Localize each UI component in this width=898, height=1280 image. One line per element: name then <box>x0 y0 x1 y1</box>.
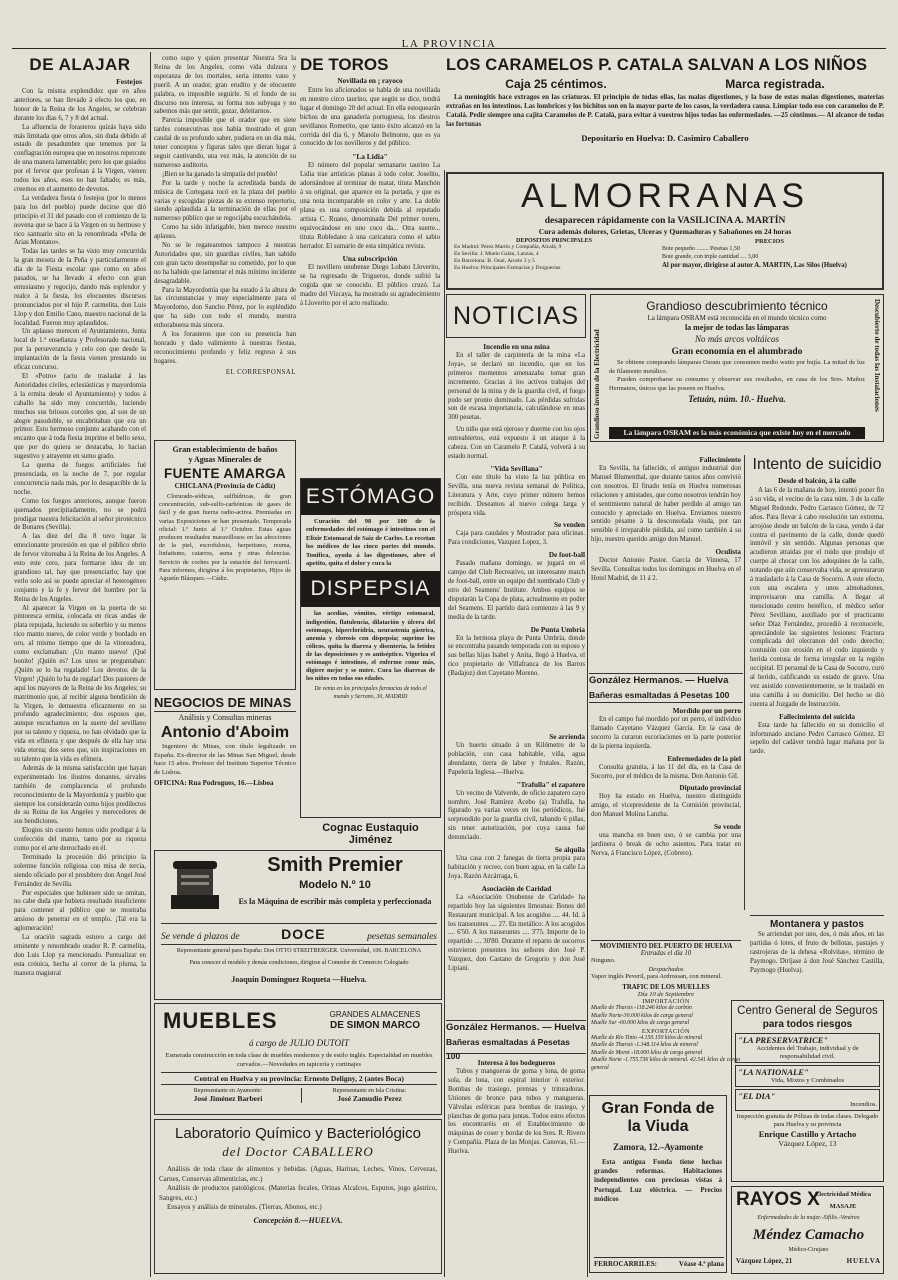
paragraph: La quema de fuegos artificiales fué presenciada, en la noche de 7, por regular concurrencia nada más, por lo desapacible de la noche. <box>14 462 146 496</box>
headline: DE ALAJAR <box>29 55 131 74</box>
ad-body: La meningitis hace extragos en las criaturas. El principio de todas ellas, las malas digestiones, y la base de estas malas digestiones, materias extrañas en los intestinos. Las lombrices y los bichitos son en la mayor parte de los casos, la verdadera causa. Limpiar todo eso con caramelos de P. Catalá. Pedir siempre una cajita Caramelos de P. Catalá, para evitar á vuestros hijos todas las enfermedades. —25 céntimos.— Al alcance de todas las fortunas <box>446 93 884 128</box>
news-body: Esta tarde ha fallecido en su domicilio el infortunado anciano Pedro Carrasco Gómez. El sepelio del cadáver tendrá lugar mañana por la tarde. <box>750 721 884 756</box>
ad-name: Antonio d'Aboim <box>160 724 290 741</box>
ad-medico: Médico-Cirujano <box>788 1247 829 1253</box>
ad-line: Gran economía en el alumbrado <box>671 347 803 357</box>
article-toros <box>300 55 440 397</box>
news-title: Interesa á los bodegueros <box>477 1059 556 1067</box>
news-title: "Trafulla" el zapatero <box>516 780 585 789</box>
subheadline: Desde el balcón, á la calle <box>778 477 856 485</box>
ad-title: LOS CARAMELOS P. CATALA SALVAN A LOS NIÑOS <box>446 56 868 74</box>
news-title: De Punta Umbría <box>530 625 585 634</box>
ad-addr: Vázquez López, 13 <box>778 1139 837 1148</box>
ad-precios <box>662 238 877 270</box>
company-name: "EL DIA" <box>738 1091 776 1101</box>
ad-bar: La lámpara OSRAM es la más económica que existe hoy en el mercado <box>609 427 865 439</box>
news-body: En el campo fué mordido por un perro, el individuo llamado Cayetano Vázquez García. En la casa de socorro la curaron escoriaciones en la parte posterior de la pierna izquierda. <box>591 716 741 750</box>
ad-title: Montanera y pastos <box>770 919 864 930</box>
ad-line: Análisis de toda clase de alimentos y bebidas. (Aguas, Harinas, Leches, Vinos, Cervezas, Carnes, Conservas alimenticias, etc.) <box>159 1165 437 1183</box>
news-title: Asociación de Caridad <box>481 884 552 893</box>
ad-agent: Joaquín Domínguez Roqueta —Huelva. <box>231 975 367 984</box>
ad-sub: Bañeras esmaltadas á Pesetas 100 <box>446 1037 570 1061</box>
traffic-line: Muelle Sur -60.000 kilos de carga general <box>591 1020 690 1026</box>
signature: EL CORRESPONSAL <box>225 368 296 376</box>
news-body: una mancha en buen uso, ó se cambia por una jardinera ó break de ocho asientos. Para tratar en Nerva, á Francisco López, (Cobrero). <box>591 832 741 857</box>
traffic-line: Muelle Norte-30.000 kilos de carga general <box>591 1012 693 1019</box>
news-title: Enfermedades de la piel <box>667 754 741 763</box>
paragraph: ¡Bien se ha ganado la simpatía del pueblo! <box>162 170 278 178</box>
paragraph: El número del popular semanario taurino La Lidia trae artísticas planas á todo color. Joselito, adornándose al terminar de matar, tituta Manchón á su original, que aparece en la portada, y que es una nota incomparable en color y arte. La doble plana es una composición debida al reputado artista C. Ruano, denominada Del primer torero, equivocándose en uno coco da... Otra suerte... tituta Robledano á una caricatura como el sabio herrador. El sumario de esta simpática revista. <box>300 162 440 250</box>
news-body: Consulta gratuita, á las 11 del día, en la Casa de Socorro, por el médico de la misma. Don Antonio Gil. <box>591 763 741 780</box>
ad-addr: Tetuán, núm. 10.- Huelva. <box>688 394 786 404</box>
ad-grandes: GRANDES ALMACENES <box>329 1010 421 1019</box>
traffic-line: Muelle de Morot -18.000 kilos de carga general <box>591 1049 703 1056</box>
ad-line: La lámpara OSRAM está reconocida en el mundo técnico como <box>647 314 827 322</box>
paragraph: Parecía imposible que el orador que en siete tardes consecutivas nos había mostrado el gran caudal de su profundo saber, pudiera en un dia más, tener conceptos y figuras tales que dieran lugar á seguir cautivando, una vez más, la atención de su numeroso auditorio. <box>154 117 296 169</box>
news-title: Incendio en una mina <box>483 343 550 351</box>
headline: Intento de suicidio <box>752 456 882 473</box>
ad-foot: De venta en las principales farmacias de todo el mundo y Serrano, 30, MADRID <box>314 686 427 700</box>
news-body: Con este título ha visto la luz pública en Sevilla, una nueva revista semanal de Política, Literatura y Arte, cuyo primer número hemos recibido. Deseamos al nuevo colega larga y próspera vida. <box>448 473 585 517</box>
ad-model: Modelo N.º 10 <box>299 879 371 891</box>
paragraph: A las diez del dia 8 tuvo lugar la emocionante procesión en que el público ebrio de fervor vitoreaba á la Reina de los Angeles. A esto este cero, para formarse idea de un grandioso tal, hay que presenciarlo; hay que verlo solo así se puede apreciar el heterogéneo conjunto y la fe y fervor del hombre por la Reina de los Angeles. <box>14 533 146 603</box>
ad-gonzalez-2 <box>446 1020 586 1061</box>
dep-line: En Huelva: Principales Farmacias y Droguerías <box>454 265 561 271</box>
news-title: Oculista <box>715 548 741 557</box>
news-title: De foot-ball <box>548 551 585 560</box>
news-column <box>448 342 585 730</box>
subheadline: Novillada en ¡ rayoco <box>337 77 403 85</box>
ad-body: Esta antigua Fonda tiene hechas grandes reformas. Habitaciones independientes con preciosas vistas á Portugal. Luz eléctrica. — Precios módicos <box>594 1158 722 1203</box>
section-sub: Día 10 de Septiembre <box>637 991 695 998</box>
dep-title: DEPOSITOS PRINCIPALES <box>516 238 592 244</box>
ad-info: Para conocer el modelo y demás condiciones, dirigirse al Comedor de Comercio Colegiado <box>189 960 409 966</box>
section-title: MOVIMIENTO DEL PUERTO DE HUELVA <box>599 943 733 950</box>
precio-line: Bote grande, con triple cantidad .... 3,00 <box>662 254 759 260</box>
company-desc: Incendios. <box>850 1101 877 1108</box>
ad-estomago <box>300 478 441 818</box>
news-body: Un huerto situado á un Kilómetro de la población, con casa habitable, viña, agua abundante, tierra de labor y frutales. Razón, Papelería Inglesa.—Huelva. <box>448 742 585 776</box>
ad-office: OFICINA: Rua Podrogues, 16.—Lisboa <box>154 779 274 788</box>
ad-rep-1 <box>161 1088 295 1103</box>
ad-title: Centro General de Seguros <box>737 1005 878 1017</box>
paragraph: Como los fuegos anteriores, aunque fueron quemados precipitadamente, no se podrá prodigar nuestra felicitación al señor pirotécnico de Bonares (Sevilla). <box>14 497 146 532</box>
column-rule <box>150 52 151 1277</box>
news-title: Fallecimiento del suicida <box>779 712 855 721</box>
paragraph: Por la tarde y noche la acreditada banda de música de Cortegana tocó en la plaza del pueblo varias y escogidas piezas de su extenso repertorio, siendo aplaudida á la terminación de ellas por el numeroso público que se regocijaba escuchándola. <box>154 179 296 223</box>
ad-caramelos <box>446 55 884 170</box>
paragraph: Todas las tardes se ha visto muy concurrida la gran meseta de la Peña y particularmente el dia de la Fiesta escolar que como en años pasados, se ha llevado á efecto con gran entusiasmo y regocijo, dando más esplendor y realce á la fiesta, los elocuentes discursos pronunciados por el hijo P. carmelita, don Luis Llop y don Emilio Cano, maestro nacional de la localidad. Fueron muy aplaudidos. <box>14 248 146 327</box>
ad-desc: Es la Máquina de escribir más completa y perfeccionada <box>238 897 432 906</box>
paragraph: Terminado la procesión dió principio la solemne función religiosa con misa de tercia, siendo oficiado por el presbítero don Angel José Fernández de Sevilla. <box>14 853 146 888</box>
puerto-section <box>591 940 741 1090</box>
paragraph: El «Potro» (acto de trasladar á las Autoridades civiles, eclesiásticas y mayordomía á la ermita desde el Ayuntamiento) y todos á caballo ha sido muy concurrido, luciendo muchos sus briosos corceles que, al son de un alegre pasodoble, se encabritaban que era un primor. Esto hermoso conjunto acabando con el encanto que á toda fiesta imprime el bello sexo, que por do quiera se destacaba, lo hacian sugestivo y atrayente en sumo grado. <box>14 373 146 461</box>
section-title: NOTICIAS <box>452 302 580 330</box>
ad-gonzalez <box>589 673 743 703</box>
news-title: Se arrienda <box>549 733 585 741</box>
paragraph: como supo y quien presentar Nuestra Sra la Reina de los Angeles, como vida dulzura y esperanza de los mortales, seria intento vano y pueril. A un orador, gran erudito y de elocuente palabra, es imposible seguirle. Si el fondo de su discurso nos interesa, su forma nos subyuga y no sabemos más que sentir, gozar, deleitarnos. <box>154 55 296 116</box>
company-desc: Vida, Mixtos y Combinados <box>770 1077 845 1084</box>
port-line: Vapor inglés Peveril, para Ardrossan, con mineral. <box>591 972 722 980</box>
paragraph: La afluencia de forasteros quizás haya sido más limitada que otros años, sin duda debido al estado de pesadumbre que tenemos por la conflagración europea que en nosotros repercute de una manera lamentable; pero los que guiados por el fervor que profesan á la Virgen, vienen todos los años, esos no han faltado; es más, creemos en el aumento de devotos. <box>14 123 146 193</box>
news-title: Mordido por un perro <box>672 707 741 715</box>
ad-line: y Aguas Minerales de <box>188 455 262 464</box>
paragraph: Por especiales que hubiesen sido se omitan, no cabe duda que hubiera resultado insuficiente para contener al público que se mostraba ansioso de penetrar en el templo. ¡Tal era la aglomeración! <box>14 889 146 933</box>
ad-title: ESTÓMAGO <box>301 479 440 515</box>
ad-muebles <box>154 1003 442 1115</box>
side-text: Grandioso invento de la Electricidad <box>593 329 601 439</box>
ad-almorranas <box>446 172 884 290</box>
section-sub: Despachados <box>648 965 684 973</box>
ad-caja: Caja 25 céntimos. <box>505 77 607 91</box>
ad-line: Se obtiene comprando lámparas Osram que consumen medio watio por bujía. La mitad de luz de filamento metálico. <box>609 359 865 375</box>
column-rule <box>744 455 745 910</box>
ad-ferro <box>594 1257 724 1268</box>
ad-osram <box>590 294 884 442</box>
ad-line: No más arcos voltáicos <box>695 334 779 344</box>
company-name: "LA NATIONALE" <box>738 1067 809 1077</box>
ad-line: Gran establecimiento de baños <box>172 445 278 454</box>
ad-city: HUELVA <box>846 1257 881 1265</box>
news-title: Se alquila <box>554 846 585 855</box>
article-alajar-cont <box>154 55 296 432</box>
ad-side: Electricidad Médica <box>814 1191 872 1198</box>
side-text: Descubierto de todas las Instalaciones <box>873 299 881 412</box>
ad-addr: Concepción 8.—HUELVA. <box>253 1215 343 1225</box>
precio-line: Bote pequeño ........ Pesetas 1,50 <box>662 246 740 252</box>
ad-sub: Bañeras esmaltadas á Pesetas 100 <box>589 690 730 700</box>
ad-title: Laboratorio Químico y Bacteriológico <box>175 1125 421 1142</box>
traffic-line: Muelle de Tharsis -1.348.114 kilos de mineral <box>591 1042 698 1048</box>
news-body: En el taller de carpintería de la mina «La Joya», se declaró un incendio, que en los primeros momentos amenazaba tomar gran incremento. Gracias á los activos trabajos del personal de la mina y de la guardia civil, el fuego pudo ser pronto dominado. Las pérdidas sufridas son de escasa importancia, calculándose en unas 300 pesetas. <box>448 352 585 422</box>
column-5-mid <box>591 706 741 938</box>
subheadline: Festejos <box>116 77 142 86</box>
ad-mayor: Al por mayor, dirigirse al autor A. MARTIN, Las Silos (Huelva) <box>662 262 847 269</box>
column-rule <box>444 170 445 1277</box>
notice-header <box>446 294 586 338</box>
news-body: En la hermosa playa de Punta Umbría, donde se encontraba pasando temporada con su esposo y sus bellas hijas Isabel y Anita, llegó á Huelva, el rico propietario de Villafranca de los Barros (Badajoz) don Cayetano Moreno. <box>448 634 585 678</box>
ad-body-2: las acedías, vómitos, vértigo estomacal, indigestión, flatulencia, dilatación y úlcera del estómago, hiperclorídria, neurastenia gástrica, anemia y clorosis con dispepsia; suprime los cólicos, quita la diarrea y disentería, la fetidez de las deposiciones y es antiséptico. Vigoriza el estómago é intestinos, el enfermo come más, digiere mejor y se nutre. Cura las diarreas de los niños en todas sus edades. <box>306 610 435 683</box>
typewriter-icon <box>169 857 221 915</box>
ad-name: Méndez Camacho <box>752 1227 865 1243</box>
ad-title: RAYOS X <box>736 1189 820 1210</box>
ad-seguros <box>731 1000 884 1182</box>
masthead-title: LA PROVINCIA <box>401 38 497 50</box>
ad-text: Véase 4.ª plana <box>678 1260 724 1268</box>
news-body: Tubos y mangueras de goma y lona, de goma sola, de lona, con espiral interior ó exterior. Bombas de trasiego, prensas y trituradoras. Uniones de bronce para tubos y mangueras. Válvulas esféricas para bombas de trasiego, y planchas de goma para juntas. Todos estos efectos los encontraréis en el Establecimiento de máquinas de coser y bordar de los Sres. R. Rivero y Compañía. Plaza de las Monjas. Canovas, 61.—Huelva. <box>448 1068 585 1156</box>
ad-addr: Zamora, 12.–Ayamonte <box>612 1142 704 1152</box>
news-title: "Vida Sevillana" <box>490 464 543 473</box>
ad-sub: Análisis y Consultas mineras <box>178 713 272 722</box>
ad-sub: para todos riesgos <box>762 1019 853 1030</box>
ad-central: Central en Huelva y su provincia: Ernesto Deligny, 2 (antes Boca) <box>161 1072 437 1085</box>
dep-line: En Madrid: Pérez Martín y Compañía, Alcalá, 9 <box>454 244 562 250</box>
ad-line: desaparecen rápidamente con la VASILICINA A. MARTÍN <box>544 216 786 226</box>
ad-smith-premier <box>154 850 442 1000</box>
ad-name: Enrique Castillo y Artacho <box>758 1129 857 1139</box>
ad-price-row <box>161 923 437 945</box>
ad-body: Ingeniero de Minas, con título legalizado en España. Ex-director de las Minas San Miguel, desde hace 15 años. Profesor del Instituto Superior Técnico de Lisboa. <box>154 743 296 776</box>
news-column-2 <box>448 732 585 1012</box>
news-body: La «Asociación Onubense de Caridad» ha repartido hoy las siguientes limosnas: Bonos del Restaurant municipal. A los acogidos .... 44. Id. á los transeuntes .... 27. En metálico: A los acogidos .... 6'50. A los transeuntes .... 3'75. Importe de lo repartido .... 30'80. Durante el reparto de socorros estuvieron presentes los señores don José P. Vazquez, don Castano de Gregorio y don José Lipiani. <box>448 893 585 973</box>
ad-de: DE SIMON MARCO <box>330 1020 420 1031</box>
ad-montanera <box>750 915 884 997</box>
ad-body: Inspección gratuita de Pólizas de todas clases. Delegado para Huelva y su provincia <box>736 1113 879 1128</box>
rep-label: Representante en Isla Cristina: <box>332 1088 407 1094</box>
news-body: Caja para caudales y Mostrador para oficinas. Para condiciones, Vazquez Lopez, 3. <box>448 530 585 547</box>
ad-rep: Representante general para España: Don OTTO STREITBERGER. Universidad, 106. BARCELONA <box>176 948 422 954</box>
news-title: Se vende <box>714 823 741 832</box>
article-suicidio <box>750 455 884 915</box>
company-name: "LA PRESERVATRICE" <box>738 1035 829 1045</box>
paragraph: Entre los aficionados se habla de una novillada en nuestro circo taurino, que según se dice, tendrá lugar el domingo 20 del actual. En ella estoquearán bichos de una ganadería portuguesa, los diestros sevillanos Romerito, que tanto éxito alcanzó en la corrida del dia 6, y Manolo Belmonte, que es ya conocido de los novilleros y del público. <box>300 87 440 148</box>
news-title: Diputado provincial <box>679 784 741 793</box>
news-title: Fallecimiento <box>699 456 741 464</box>
rep-name: José Zamudio Perez <box>337 1094 402 1103</box>
company-desc: Accidentes del Trabajo, individual y de responsabilidad civil. <box>756 1045 859 1060</box>
news-body: Pasado mañana domingo, se jugará en el campo del Club Recreativo, un interesante match de foot-ball, entre un equipo del nombrado Club y otro del Seamens' Institute. Ambos equipos se disputarán la Copa de plata, actualmente en poder del Seamens. El partido dará comienzo á las 9 y media de la tarde. <box>448 560 585 621</box>
paragraph: No se le regatearemos tampoco á nuestras Autoridades que, sin guardias civiles, han sabido con gran tacto desempeñar su cometido, por lo que no ha habido que lamentar el más mínimo incidente desagradable. <box>154 242 296 285</box>
paragraph: El novillero onubense Diego Lobato Lloverito, se ha regresado de Trigueros, donde sufrió la cogida que se conocido. El público cruzó. La madre del Vizcaya, ha mostrado su agradecimiento á Lloverito por el acto realizado. <box>300 264 440 308</box>
news-body: Hoy ha estado en Huelva, nuestro distinguido amigo, el vicepresidente de la Comisión provincial, don Manuel Molina Lanzha. <box>591 793 741 819</box>
ad-body: Curación del 98 por 100 de la enfermedades del estómago é intestinos con el Elixir Estomacal de Saiz de Carlos. Lo recetan los médicos de las cinco partes del mundo. Tonifica, ayuda á las digestiones, abre el apetito, quita el dolor y cura la <box>306 518 435 568</box>
rep-label: Representante en Ayamonte: <box>193 1088 263 1094</box>
dep-line: En Barcelona: B. Oual, Arcelo 3 y 5 <box>454 258 535 264</box>
section-sub: Entradas el día 10 <box>640 950 692 957</box>
paragraph: Un aplauso merecen el Ayuntamiento, Junta local de 1.ª enseñanza y Profesorado nacional, por la perseverancia y celo con que desde la implantación de la fiesta vienen prestando su eficaz concurso. <box>14 328 146 372</box>
ad-title-2: DISPEPSIA <box>301 571 440 607</box>
ad-title: González Hermanos. — Huelva <box>589 675 729 686</box>
paragraph: A los forasteros que con su presencia han honrado y dado valimiento á nuestras fiestas, reconocimiento profundo y feliz regreso á sus hogares. <box>154 331 296 365</box>
news-body: En Sevilla, ha fallecido, el antiguo industrial don Manuel Blumenthal, que durante tantos años convivió con nosotros. El finado tenía en Huelva numerosas relaciones y amistades, que como nosotros tendrán hoy el sentimiento natural de haber perdido al amigo tan conocido y apreciado en Huelva. Enviamos nuestro sentido pésame á la desconsolada viuda, por tan sensible é irreparable pérdida, así como también á su hijo, nuestro querido amigo don Manuel. <box>591 465 741 544</box>
news-body: Una casa con 2 fanegas de tierra propia para habitación y recreo, con buen agua, en la calle La Joya. Razón Azcárraga, 6. <box>448 855 585 880</box>
subheadline: Una subscripción <box>342 254 398 264</box>
traffic-line: Muelle de Río Tinto -4.150.150 kilos de mineral <box>591 1034 703 1041</box>
ad-line: Ensayos y análisis de minerales. (Tierras, Abonos, etc.) <box>167 1203 322 1211</box>
news-body: Doctor Antonio Pastor. García de Vinuesa, 17 Sevilla. Consultas todos los domingos en Huelva en el Hotel Madrid, de 11 á 2. <box>591 557 741 582</box>
paragraph: Como ha sido infatigable, bien merece nuestro aplauso. <box>154 224 296 241</box>
ad-text: Se vende á plazos de <box>161 932 240 942</box>
ad-rep-2 <box>301 1088 437 1103</box>
ad-title: Grandioso descubrimiento técnico <box>646 299 828 313</box>
ad-dep: Depositario en Huelva: D. Casimiro Caballero <box>581 133 749 143</box>
paragraph: Para la Mayordomía que ha estado á la altura de las circunstancias y muy especialmente para el Mayordomo, don Sancho Pérez, por lo espléndido que ha sido con todo el mundo, nuestra enhorabuena más sincera. <box>154 286 296 330</box>
ad-place: CHICLANA (Provincia de Cádiz) <box>174 482 276 490</box>
ad-minas <box>154 695 296 845</box>
traffic-line: Muelle de Tharsis -118.246 kilos de carbón <box>591 1005 692 1011</box>
paragraph: Al aparecer la Virgen en la puerta de su pintoresca ermita, colocada en ricas andas de plata repujada, luciendo su soberbio y su menos rico manto nuevo, de color verde y bordado en oro, al mismo tiempo que de la vitoreadora, como exclamaban: ¡Un manto nuevo! ¡Qué bonito! ¡Quién es? Los unos se preguntaban: ¡Quién se lo ha regalado! Los devotos de la Virgen! ¡Quién lo ha de regalar! Dos pastores de aquí los mayores de la Reina de los Angeles; su matrimonio que, al recibir alguna bendición de la Virgen, lo demuestra eficazmente en su profundo agradecimiento; dos esposos que, aunque escuchamos en la suerte del sevillano por su talento y riqueza, no han olvidado que la vida en efímera y que después de ella hay una vida eterna; dos seres que, sin inspiraciones en su talento que la vida es efímera. <box>14 604 146 763</box>
section-sub: IMPORTACIÓN <box>642 998 690 1005</box>
ad-body: Se arriendan por uno, dos, ó más años, en las partidas ó lotes, el fruto de bellotas, pastajes y rastrojeras de la dehesa «Rolvitas», término de Paymogo. Diríjase á don José Sánchez Castilla, Paymogo (Huelva). <box>750 931 884 974</box>
paragraph: Elogios sin cuento hemos oido prodigar á la confección del manto, tanto por su riqueza como por el arte derrochado en él. <box>14 827 146 853</box>
ad-text: pesetas semanales <box>367 932 437 942</box>
ad-title: González Hermanos. — Huelva <box>446 1022 586 1033</box>
paragraph: Además de la misma satisfacción que hayan experimentado los ilustres donantes, sirvales también de complacencia el profundo reconocimiento de la Mayordomía y pueblo que siempre los considerarán como hijos predilectos de su Reina de los Angeles y merecedores de sus bendiciones. <box>14 764 146 826</box>
ad-footer <box>736 1257 881 1265</box>
port-line: Ninguno. <box>591 957 616 964</box>
ad-side: MASAJE <box>829 1203 857 1210</box>
ad-fuente-amarga <box>154 440 296 690</box>
ad-line: Pueden comprobarse su consumo y observar sus resultados, en casa de los Sres. Muñoz Hermanos, únicos que las poseen en Huelva. <box>609 376 865 392</box>
ad-addr: Vázquez López, 21 <box>736 1257 793 1265</box>
ad-cargo: á cargo de JULIO DUTOIT <box>249 1038 349 1048</box>
news-body: Un niño que está ojeroso y duerme con los ojos entreabiertos, está expuesto á un ataque á la cabeza. Con un Caramelo P. Catalá, volverá á su estado normal. <box>448 426 585 460</box>
article-alajar <box>14 55 146 1277</box>
ad-line: la mejor de todas las lámparas <box>684 323 790 332</box>
ad-title: ALMORRANAS <box>520 177 810 215</box>
news-body: Un vecino de Valverde, de oficio zapatero cayo nombre, José Ramírez Acebo (a) Trafulla, ha figurado ya varias veces en los periódicos, fué sorprendido por la guardia civil, tabando 6 piñas, sin tener autorización, por cuya causa fué denunciado. <box>448 789 585 842</box>
ad-sub: del Doctor CABALLERO <box>222 1144 374 1159</box>
paragraph: La verdadera fiesta ó festejos (por lo menos para los del pueblo) puede decirse que dió principio el 31 del pasado con el comienzo de la novena que se hace á la Virgen en su hermoso y rico santuario sito en la renombrada «Peña de Arias Montano». <box>14 194 146 247</box>
news-body: A las 6 de la mañana de hoy, intentó poner fin á su vida, el vecino de la casa núm. 3 de la calle Miguel Redondo, Pedro Carrasco Gómez, de 72 años. Para llevar á cabo resolución tan extrema, arrojóse desde un balcón de la casa, yendo á dar contra el pavimento de la calle, donde quedó inmóvil y sin sentido. Algunas personas que acudieron atraidas por el ruido que produjo el cuerpo al chocar con los adoquines de la calle, notando que aún conservaba vida, se apresuraron á trasladarlo á la Casa de Socorro. A este efecto, con una escalera y unos almohadones, improvisaron una camilla. A llegar al mencionado centro benéfico, el médico señor Pérez Sevillano, auxiliado por el practicante señor Díaz Fernández, procedió á reconocerle, apreciándole las siguientes lesiones: Fractura complicada del olecranon del codo derecho; contusión con erosión en el codo izquierdo y herida contusa de forma irregular en la región occipital. El personal de la Casa de Socorro, curó al herido, calificando su estado de grave. Una vez asistido convenientemente, se le trasladó en una camilla á su domicilio. Del hecho se dió cuenta al Juzgado de Instrucción. <box>750 487 885 708</box>
ad-body: Clorurado-sódicas, sulfhídricas, de gran concentración, sub-sulfo-carbónicas de gases de fácil y de gran fuerza radio-activa. Premiadas en varias Exposiciones se han presentado. Temporada oficial: 1.º Junio al 1.º Octubre. Estas aguas producen resultados maravillosos en las afecciones de la piel, escrofulosis, herpetismo, reuma, linfatismo, catarros, asma y otras dolencias. Servicio de coches por la estación del ferrocarril. Para informes, dirigirse á los propietarios, Hijos de Agustín Blázquez.—Cádiz. <box>159 493 291 583</box>
ad-title: MUEBLES <box>163 1008 278 1033</box>
section-title: TRAFIC DE LOS MUELLES <box>622 984 710 991</box>
rep-name: José Jiménez Barberi <box>193 1094 263 1103</box>
ad-title: NEGOCIOS DE MINAS <box>154 695 296 712</box>
news-column-3 <box>448 1058 585 1274</box>
paragraph: La oración sagrada estuvo a cargo del eminente y renombrado orador R. P. carmelita, don Luis Llop ya mencionado. Puntualizar en esta crónica, hecha al correr de la pluma, la manera magistral <box>14 934 146 977</box>
ad-text: FERROCARRILES: <box>594 1260 658 1268</box>
ad-depositos <box>454 238 654 272</box>
section-sub: EXPORTACIÓN <box>641 1027 691 1035</box>
ad-amount: DOCE <box>281 926 326 942</box>
ad-title: FUENTE AMARGA <box>164 466 286 481</box>
paragraph: Con la misma explendidez que en años anteriores, se han llevado á efecto los que, en honor de la Reina de los Angeles, se celebran durante los dias 6, 7 y 8 del actual. <box>14 88 146 122</box>
subheadline: "La Lidia" <box>352 152 388 162</box>
news-title: Se venden <box>554 521 585 530</box>
column-5-top <box>591 455 741 687</box>
ad-enf: Enfermedades de la mujer.-Sifilis.-Venéreo <box>757 1215 860 1221</box>
ad-cognac: Cognac Eustaquio Jiménez <box>322 822 419 846</box>
ad-line: Análisis de productos patológicos. (Materias fecales, Orinas Alcalcos, Esputos, jugo gástrico, Sangres, etc.) <box>159 1184 437 1202</box>
column-rule <box>587 380 588 1277</box>
ad-line: Cura además dolores, Grietas, Ulceras y Quemaduras y Sabañones en 24 horas <box>538 227 792 236</box>
ad-viuda <box>589 1095 727 1273</box>
ad-rayos <box>731 1186 884 1274</box>
ad-marca: Marca registrada. <box>725 77 825 91</box>
ad-title: Smith Premier <box>267 854 403 876</box>
ad-laboratorio <box>154 1119 442 1274</box>
precios-title: PRECIOS <box>755 238 784 245</box>
traffic-line: Muelle Norte -1.755.736 kilos de mineral. 42.541 kilos de carga general <box>591 1057 741 1071</box>
ad-title: Gran Fonda de la Viuda <box>601 1100 715 1135</box>
headline: DE TOROS <box>300 55 389 74</box>
ad-subrow <box>446 77 884 91</box>
ad-body: Esmerada construcción en toda clase de muebles modernos y de estilo inglés. Especialidad en muebles curvados.—Novedades en tapicería y cortinajes <box>165 1052 433 1068</box>
dep-line: En Sevilla: J. Muelo Galán, Lanzas, 4 <box>454 251 539 257</box>
